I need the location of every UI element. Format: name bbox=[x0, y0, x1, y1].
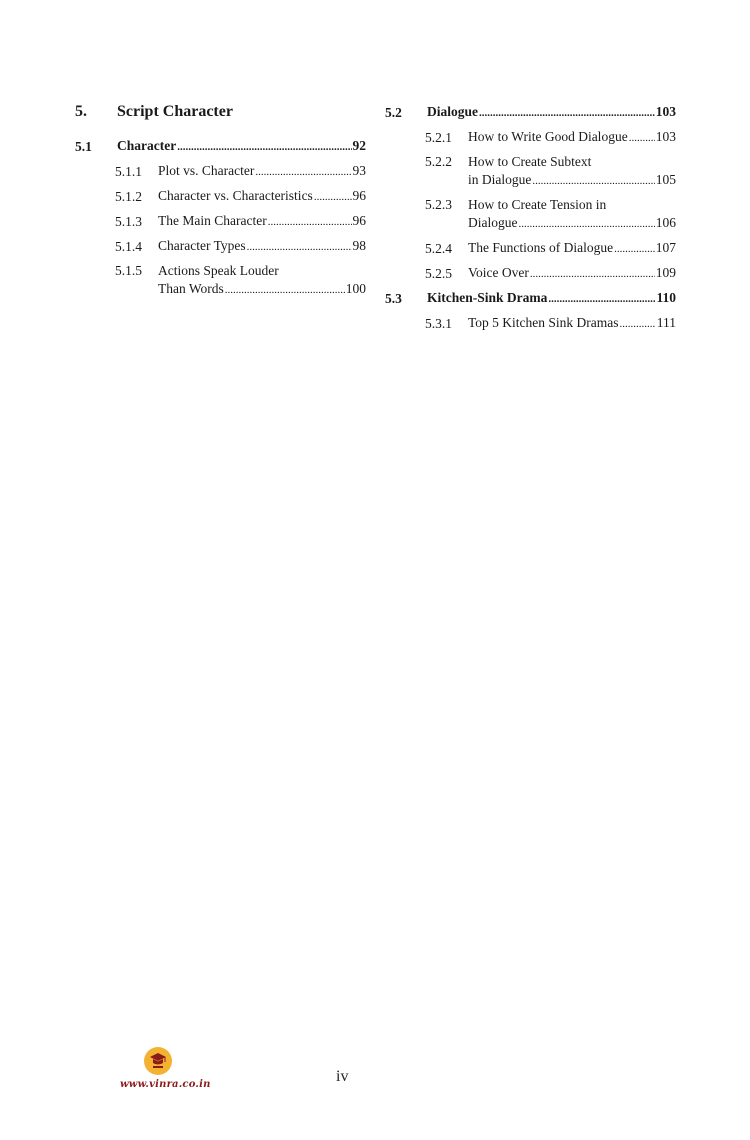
toc-entry-5-2[interactable] bbox=[385, 103, 676, 122]
entry-page: 109 bbox=[655, 265, 676, 280]
entry-page: 92 bbox=[352, 138, 366, 153]
dot-leader bbox=[519, 214, 655, 233]
entry-number: 5.1.1 bbox=[115, 164, 142, 179]
toc-entry-5-1[interactable] bbox=[75, 137, 366, 156]
toc-entry-5-3-1[interactable] bbox=[385, 314, 676, 333]
dot-leader bbox=[530, 264, 655, 283]
toc-entry-5-2-2[interactable] bbox=[385, 153, 676, 190]
entry-number: 5.3 bbox=[385, 291, 402, 306]
entry-page: 111 bbox=[656, 315, 676, 330]
entry-title: Top 5 Kitchen Sink Dramas bbox=[468, 315, 619, 330]
dot-leader bbox=[479, 103, 655, 122]
entry-number: 5.1.2 bbox=[115, 189, 142, 204]
entry-number: 5.2.4 bbox=[425, 241, 452, 256]
entry-number: 5.1.3 bbox=[115, 214, 142, 229]
entry-page: 93 bbox=[352, 163, 366, 178]
entry-title: Voice Over bbox=[468, 265, 529, 280]
dot-leader bbox=[629, 128, 655, 147]
entry-page: 103 bbox=[655, 129, 676, 144]
toc-entry-5-1-3[interactable] bbox=[75, 212, 366, 231]
dot-leader bbox=[614, 239, 655, 258]
entry-page: 103 bbox=[655, 104, 676, 119]
chapter-title: Script Character bbox=[117, 103, 233, 120]
toc-entry-5-1-2[interactable] bbox=[75, 187, 366, 206]
publisher-logo[interactable] bbox=[120, 1047, 211, 1090]
entry-title: Dialogue bbox=[468, 215, 518, 230]
entry-number: 5.1.5 bbox=[115, 263, 142, 278]
chapter-heading bbox=[75, 103, 366, 129]
entry-title: Character bbox=[117, 138, 177, 153]
toc-entry-5-2-4[interactable] bbox=[385, 239, 676, 258]
entry-title: Dialogue bbox=[427, 104, 479, 119]
toc-entry-5-2-3[interactable] bbox=[385, 196, 676, 233]
entry-title: Plot vs. Character bbox=[158, 163, 255, 178]
toc-entry-5-3[interactable] bbox=[385, 289, 676, 308]
entry-page: 105 bbox=[655, 172, 676, 187]
page-number: iv bbox=[336, 1068, 349, 1085]
entry-title: The Functions of Dialogue bbox=[468, 240, 614, 255]
entry-title: Kitchen-Sink Drama bbox=[427, 290, 548, 305]
entry-title-line1: How to Create Subtext bbox=[468, 154, 592, 169]
chapter-number: 5. bbox=[75, 103, 87, 120]
dot-leader bbox=[268, 212, 352, 231]
entry-page: 106 bbox=[655, 215, 676, 230]
entry-number: 5.2.2 bbox=[425, 154, 452, 169]
entry-number: 5.1.4 bbox=[115, 239, 142, 254]
toc-left-column bbox=[75, 103, 366, 305]
entry-page: 96 bbox=[352, 188, 366, 203]
entry-number: 5.2 bbox=[385, 105, 402, 120]
entry-title-line1: Actions Speak Louder bbox=[158, 263, 279, 278]
entry-title: Character vs. Characteristics bbox=[158, 188, 313, 203]
entry-number: 5.1 bbox=[75, 139, 92, 154]
entry-title: How to Write Good Dialogue bbox=[468, 129, 628, 144]
entry-number: 5.2.1 bbox=[425, 130, 452, 145]
entry-title: The Main Character bbox=[158, 213, 267, 228]
toc-entry-5-1-1[interactable] bbox=[75, 162, 366, 181]
entry-title: in Dialogue bbox=[468, 172, 532, 187]
entry-number: 5.3.1 bbox=[425, 316, 452, 331]
dot-leader bbox=[247, 237, 352, 256]
entry-page: 96 bbox=[352, 213, 366, 228]
entry-number: 5.2.5 bbox=[425, 266, 452, 281]
toc-entry-5-1-5[interactable] bbox=[75, 262, 366, 299]
entry-title-line1: How to Create Tension in bbox=[468, 197, 607, 212]
dot-leader bbox=[548, 289, 655, 308]
dot-leader bbox=[314, 187, 352, 206]
toc-right-column bbox=[385, 103, 676, 339]
entry-page: 107 bbox=[655, 240, 676, 255]
entry-title: Character Types bbox=[158, 238, 246, 253]
entry-page: 100 bbox=[345, 281, 366, 296]
graduation-cap-icon bbox=[144, 1047, 172, 1075]
dot-leader bbox=[255, 162, 351, 181]
publisher-url[interactable]: www.vinra.co.in bbox=[120, 1079, 211, 1090]
entry-page: 98 bbox=[352, 238, 366, 253]
dot-leader bbox=[620, 314, 656, 333]
entry-title: Than Words bbox=[158, 281, 224, 296]
dot-leader bbox=[532, 171, 654, 190]
dot-leader bbox=[225, 280, 345, 299]
toc-entry-5-1-4[interactable] bbox=[75, 237, 366, 256]
entry-number: 5.2.3 bbox=[425, 197, 452, 212]
entry-page: 110 bbox=[656, 290, 676, 305]
toc-entry-5-2-5[interactable] bbox=[385, 264, 676, 283]
dot-leader bbox=[177, 137, 351, 156]
toc-entry-5-2-1[interactable] bbox=[385, 128, 676, 147]
